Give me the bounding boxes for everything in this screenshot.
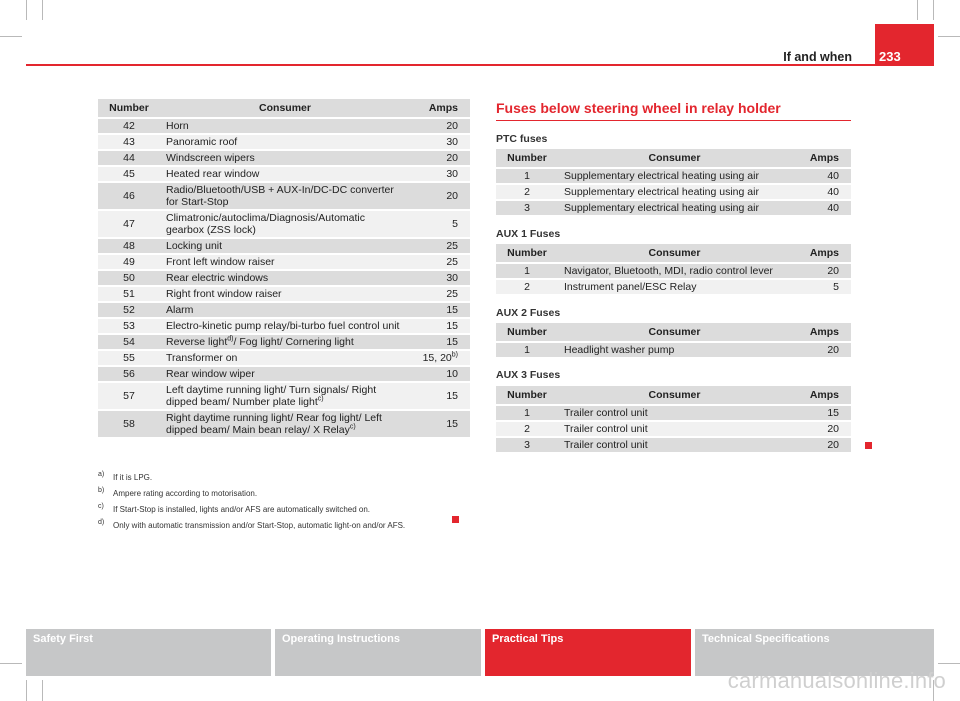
fuse-consumer	[160, 167, 410, 181]
fuse-number: 1	[496, 343, 558, 357]
footnote-mark: a)	[98, 471, 105, 478]
footnote-mark: b)	[98, 487, 105, 494]
fuse-number: 54	[98, 335, 160, 349]
table-row	[98, 303, 470, 317]
fuse-number: 47	[98, 211, 160, 237]
consumer-text: Front left window raiser	[166, 256, 275, 268]
fuse-consumer	[160, 151, 410, 165]
fuse-consumer	[160, 303, 410, 317]
table-row	[98, 151, 470, 165]
footnote	[98, 505, 458, 515]
amps-text: 40	[827, 170, 839, 182]
amps-text: 10	[446, 368, 458, 380]
footnote	[98, 473, 458, 483]
fuse-number: 1	[496, 264, 558, 278]
fuse-consumer	[160, 335, 410, 349]
crop-mark	[917, 0, 918, 20]
consumer-text: Headlight washer pump	[564, 344, 675, 356]
footnote-text: Ampere rating according to motorisation.	[113, 489, 258, 498]
amps-text: 15	[446, 304, 458, 316]
fuse-consumer	[160, 183, 410, 209]
table-row	[98, 319, 470, 333]
column-header-amps: Amps	[791, 323, 851, 341]
fuse-table-aux1	[496, 242, 851, 296]
amps-text: 15	[446, 418, 458, 430]
fuse-consumer	[558, 201, 791, 215]
footnote-mark: d)	[98, 519, 105, 526]
fuse-amps	[791, 280, 851, 294]
fuse-number: 53	[98, 319, 160, 333]
footer-tab-technical-specifications[interactable]: Technical Specifications	[695, 629, 934, 676]
fuse-table-ptc	[496, 147, 851, 217]
watermark: carmanualsonline.info	[727, 668, 946, 693]
table-subtitle: AUX 1 Fuses	[496, 228, 561, 240]
table-row	[98, 271, 470, 285]
fuse-number: 51	[98, 287, 160, 301]
table-row	[98, 167, 470, 181]
crop-mark	[938, 663, 960, 664]
table-row	[496, 201, 851, 215]
column-header-number: Number	[496, 323, 558, 341]
fuse-consumer	[558, 280, 791, 294]
fuse-amps	[410, 211, 470, 237]
amps-text: 20	[827, 423, 839, 435]
amps-text: 5	[833, 281, 839, 293]
fuse-number: 45	[98, 167, 160, 181]
consumer-text: Left daytime running light/ Turn signals/ Right dipped beam/ Number plate light	[166, 384, 377, 408]
fuse-consumer	[558, 406, 791, 420]
table-row	[496, 343, 851, 357]
column-header-consumer: Consumer	[160, 99, 410, 117]
consumer-text: Instrument panel/ESC Relay	[564, 281, 697, 293]
table-row	[496, 406, 851, 420]
consumer-text: Heated rear window	[166, 168, 260, 180]
table-subtitle: PTC fuses	[496, 133, 548, 145]
table-row	[98, 335, 470, 349]
fuse-number: 52	[98, 303, 160, 317]
table-row	[98, 119, 470, 133]
fuse-amps	[410, 183, 470, 209]
column-header-amps: Amps	[791, 244, 851, 262]
column-header-consumer: Consumer	[558, 386, 791, 404]
table-row	[98, 211, 470, 237]
amps-text: 30	[446, 168, 458, 180]
column-header-amps: Amps	[791, 386, 851, 404]
fuse-number: 50	[98, 271, 160, 285]
table-row	[98, 135, 470, 149]
consumer-text: Right daytime running light/ Rear fog light/ Left dipped beam/ Main bean relay/ X Relay	[166, 412, 382, 436]
column-header-number: Number	[496, 244, 558, 262]
fuse-amps	[410, 319, 470, 333]
fuse-number: 3	[496, 438, 558, 452]
fuse-amps	[791, 185, 851, 199]
fuse-number: 55	[98, 351, 160, 365]
fuse-amps	[791, 422, 851, 436]
fuse-number: 49	[98, 255, 160, 269]
fuse-amps	[410, 335, 470, 349]
fuse-amps	[410, 271, 470, 285]
consumer-text: Transformer on	[166, 352, 238, 364]
fuse-number: 2	[496, 185, 558, 199]
fuse-consumer	[558, 169, 791, 183]
footnote-mark: c)	[98, 503, 104, 510]
consumer-text: Trailer control unit	[564, 439, 648, 451]
footer-tab-operating-instructions[interactable]: Operating Instructions	[275, 629, 481, 676]
amps-text: 20	[446, 190, 458, 202]
consumer-text: Trailer control unit	[564, 423, 648, 435]
fuse-amps	[791, 201, 851, 215]
footnote	[98, 489, 458, 499]
amps-text: 15, 20	[422, 352, 452, 364]
fuse-consumer	[160, 411, 410, 437]
fuse-number: 1	[496, 406, 558, 420]
consumer-text: Right front window raiser	[166, 288, 282, 300]
consumer-text: Navigator, Bluetooth, MDI, radio control lever	[564, 265, 773, 277]
consumer-text: Supplementary electrical heating using air	[564, 186, 759, 198]
fuse-number: 48	[98, 239, 160, 253]
table-row	[496, 185, 851, 199]
fuse-number: 2	[496, 422, 558, 436]
footer-tab-practical-tips[interactable]: Practical Tips	[485, 629, 691, 676]
amps-text: 15	[446, 336, 458, 348]
table-row	[496, 438, 851, 452]
fuse-amps	[791, 264, 851, 278]
fuse-consumer	[160, 319, 410, 333]
section-end-marker	[865, 442, 872, 449]
fuse-table-aux2	[496, 321, 851, 359]
crop-mark	[26, 680, 27, 701]
fuse-amps	[410, 119, 470, 133]
fuse-consumer	[160, 367, 410, 381]
fuse-consumer	[558, 185, 791, 199]
column-header-number: Number	[98, 99, 160, 117]
consumer-text: Trailer control unit	[564, 407, 648, 419]
footnote	[98, 521, 458, 531]
footnote-ref: d)	[227, 335, 234, 343]
consumer-text: Climatronic/autoclima/Diagnosis/Automatic gearbox (ZSS lock)	[166, 212, 365, 236]
amps-text: 20	[827, 265, 839, 277]
footnote-ref: c)	[317, 395, 324, 403]
fuse-consumer	[160, 135, 410, 149]
amps-text: 15	[446, 390, 458, 402]
table-row	[98, 287, 470, 301]
fuse-consumer	[558, 343, 791, 357]
consumer-text: Alarm	[166, 304, 194, 316]
table-row	[98, 255, 470, 269]
amps-text: 15	[827, 407, 839, 419]
table-row	[98, 367, 470, 381]
consumer-text: Locking unit	[166, 240, 223, 252]
running-header: If and when	[783, 50, 852, 64]
footnotes	[98, 473, 458, 537]
amps-text: 40	[827, 186, 839, 198]
fuse-amps	[410, 239, 470, 253]
table-subtitle: AUX 3 Fuses	[496, 369, 561, 381]
fuse-number: 46	[98, 183, 160, 209]
fuse-amps	[791, 406, 851, 420]
fuse-consumer	[558, 422, 791, 436]
crop-mark	[0, 663, 22, 664]
fuse-amps	[410, 135, 470, 149]
fuse-number: 3	[496, 201, 558, 215]
table-row	[496, 422, 851, 436]
fuse-consumer	[160, 239, 410, 253]
fuse-consumer	[160, 287, 410, 301]
footer-tab-safety-first[interactable]: Safety First	[26, 629, 271, 676]
fuse-consumer	[160, 271, 410, 285]
crop-mark	[26, 0, 27, 20]
fuse-amps	[791, 169, 851, 183]
consumer-text: Reverse light	[166, 336, 228, 348]
fuse-amps	[410, 411, 470, 437]
consumer-text: Windscreen wipers	[166, 152, 255, 164]
table-row	[98, 383, 470, 409]
fuse-consumer	[160, 211, 410, 237]
column-header-number: Number	[496, 149, 558, 167]
fuse-amps	[791, 343, 851, 357]
consumer-text: Panoramic roof	[166, 136, 238, 148]
consumer-text: Supplementary electrical heating using air	[564, 202, 759, 214]
column-header-amps: Amps	[410, 99, 470, 117]
footnote-text: If Start-Stop is installed, lights and/or AFS are automatically switched on.	[113, 505, 371, 514]
crop-mark	[938, 36, 960, 37]
section-title: Fuses below steering wheel in relay holder	[496, 100, 851, 121]
crop-mark	[42, 680, 43, 701]
table-row	[98, 351, 470, 365]
fuse-consumer	[160, 351, 410, 365]
column-header-number: Number	[496, 386, 558, 404]
amps-text: 20	[827, 344, 839, 356]
consumer-text: Radio/Bluetooth/USB + AUX-In/DC-DC converter for Start-Stop	[166, 184, 394, 208]
amps-text: 40	[827, 202, 839, 214]
table-row	[496, 280, 851, 294]
section-end-marker	[452, 516, 459, 523]
amps-text: 25	[446, 288, 458, 300]
consumer-text: / Fog light/ Cornering light	[233, 336, 354, 348]
fuse-number: 42	[98, 119, 160, 133]
fuse-number: 58	[98, 411, 160, 437]
amps-text: 5	[452, 218, 458, 230]
footnote-ref: c)	[349, 423, 356, 431]
fuse-consumer	[160, 383, 410, 409]
table-row	[98, 183, 470, 209]
consumer-text: Electro-kinetic pump relay/bi-turbo fuel control unit	[166, 320, 400, 332]
crop-mark	[0, 36, 22, 37]
footnote-text: Only with automatic transmission and/or Start-Stop, automatic light-on and/or AFS.	[113, 521, 406, 530]
consumer-text: Rear electric windows	[166, 272, 269, 284]
header-rule	[26, 64, 934, 66]
amps-text: 30	[446, 272, 458, 284]
fuse-table-aux3	[496, 384, 851, 454]
footnote-ref: b)	[451, 351, 458, 359]
fuse-amps	[410, 287, 470, 301]
amps-text: 25	[446, 240, 458, 252]
table-subtitle: AUX 2 Fuses	[496, 307, 561, 319]
fuse-amps	[410, 383, 470, 409]
fuse-consumer	[558, 438, 791, 452]
table-row	[98, 239, 470, 253]
fuse-number: 1	[496, 169, 558, 183]
fuse-amps	[791, 438, 851, 452]
fuse-number: 57	[98, 383, 160, 409]
column-header-amps: Amps	[791, 149, 851, 167]
fuse-number: 44	[98, 151, 160, 165]
consumer-text: Horn	[166, 120, 189, 132]
fuse-consumer	[558, 264, 791, 278]
fuse-consumer	[160, 255, 410, 269]
amps-text: 20	[827, 439, 839, 451]
consumer-text: Rear window wiper	[166, 368, 255, 380]
fuse-amps	[410, 255, 470, 269]
fuse-amps	[410, 167, 470, 181]
table-row	[496, 169, 851, 183]
crop-mark	[933, 0, 934, 20]
fuse-number: 56	[98, 367, 160, 381]
amps-text: 20	[446, 152, 458, 164]
fuse-number: 43	[98, 135, 160, 149]
footnote-text: If it is LPG.	[113, 473, 153, 482]
amps-text: 15	[446, 320, 458, 332]
table-row	[98, 411, 470, 437]
fuse-amps	[410, 367, 470, 381]
table-row	[496, 264, 851, 278]
fuse-consumer	[160, 119, 410, 133]
page-number: 233	[875, 24, 934, 66]
amps-text: 25	[446, 256, 458, 268]
fuse-number: 2	[496, 280, 558, 294]
fuse-table-left	[98, 97, 470, 439]
fuse-amps	[410, 351, 470, 365]
consumer-text: Supplementary electrical heating using air	[564, 170, 759, 182]
column-header-consumer: Consumer	[558, 149, 791, 167]
column-header-consumer: Consumer	[558, 323, 791, 341]
amps-text: 20	[446, 120, 458, 132]
column-header-consumer: Consumer	[558, 244, 791, 262]
amps-text: 30	[446, 136, 458, 148]
fuse-amps	[410, 151, 470, 165]
crop-mark	[42, 0, 43, 20]
fuse-amps	[410, 303, 470, 317]
